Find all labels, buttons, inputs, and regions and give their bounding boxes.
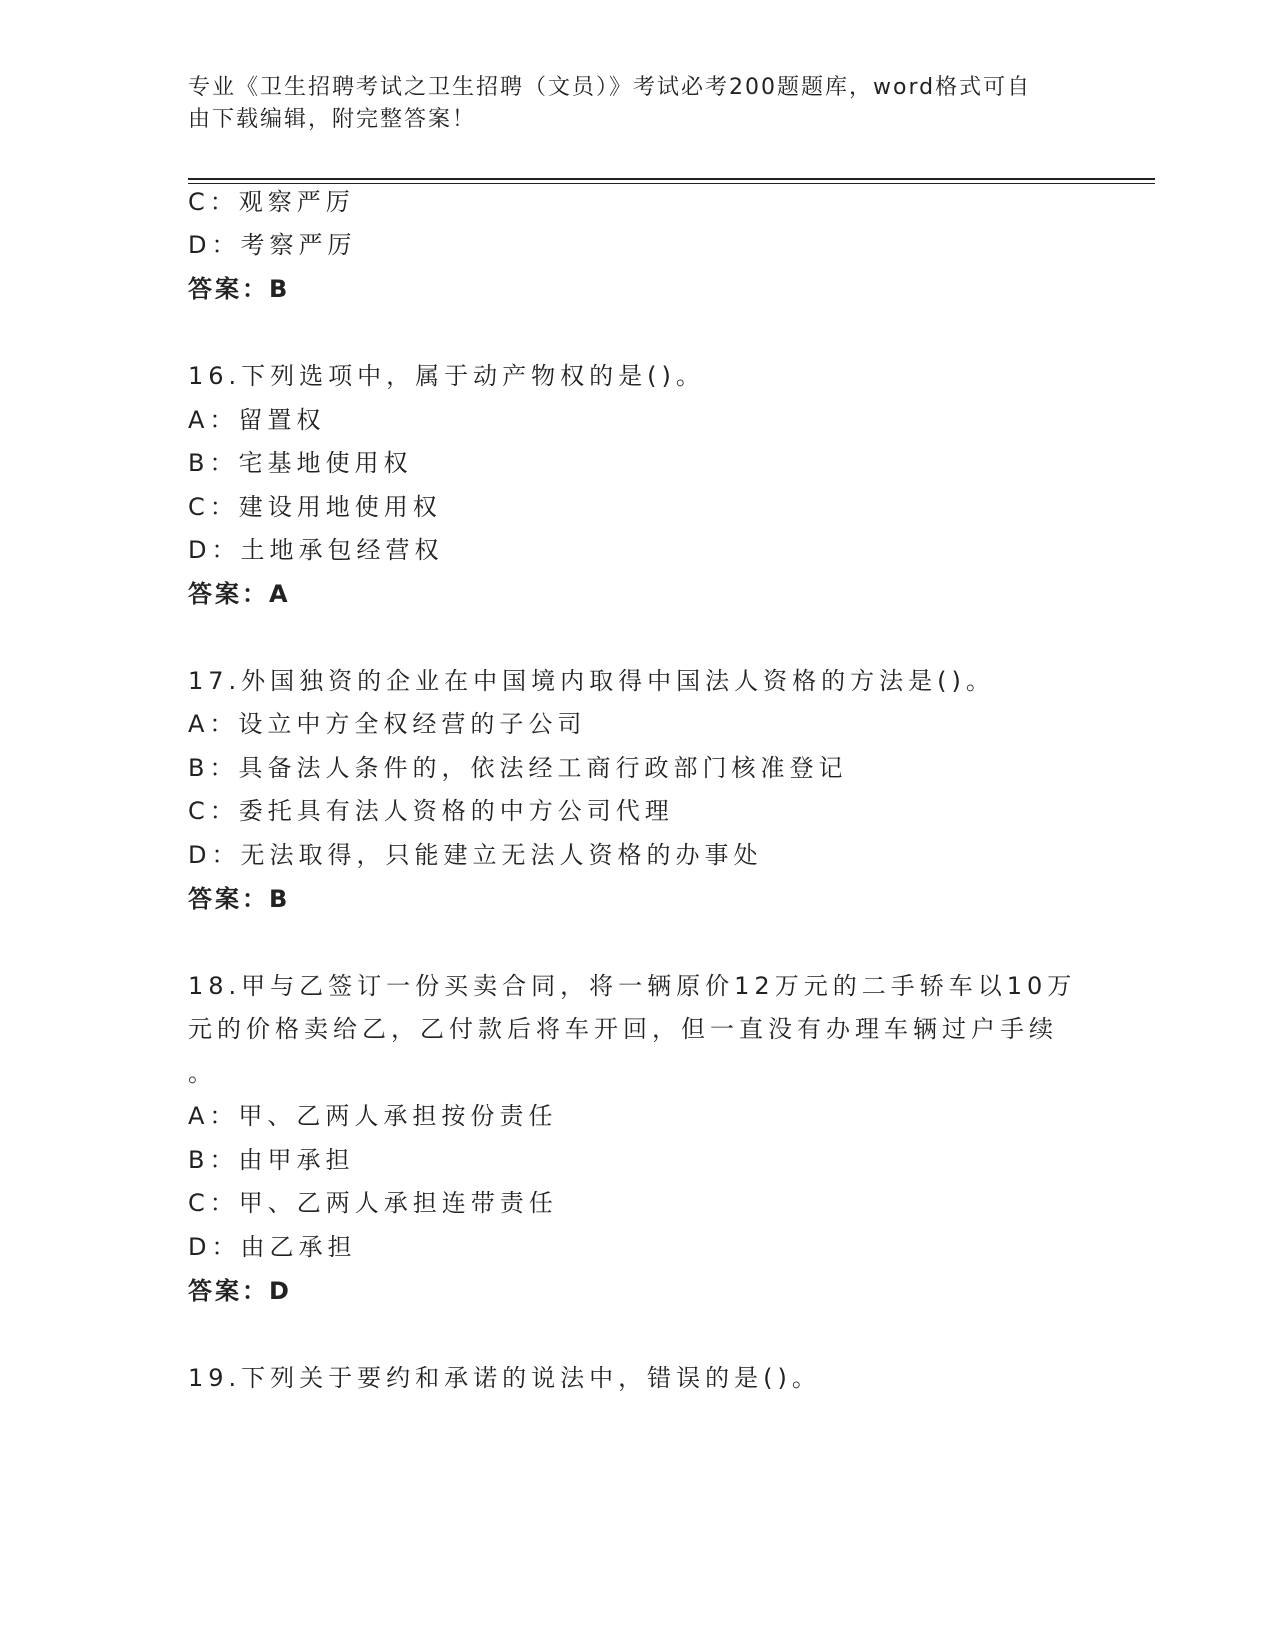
q18-question-line-1: 18.甲与乙签订一份买卖合同，将一辆原价12万元的二手轿车以10万 — [188, 972, 1077, 1000]
q15-option-d: D：考察严厉 — [188, 231, 357, 259]
q16-option-a: A：留置权 — [188, 406, 326, 434]
q16-option-c: C：建设用地使用权 — [188, 493, 442, 521]
q16-answer: 答案：A — [188, 580, 291, 608]
header-line-1: 专业《卫生招聘考试之卫生招聘（文员）》考试必考200题题库，word格式可自 — [188, 75, 1032, 100]
q17-answer: 答案：B — [188, 885, 291, 913]
q18-answer: 答案：D — [188, 1277, 292, 1305]
q17-question: 17.外国独资的企业在中国境内取得中国法人资格的方法是()。 — [188, 667, 995, 695]
q16-question: 16.下列选项中，属于动产物权的是()。 — [188, 362, 705, 390]
document-header — [188, 72, 1088, 136]
q18-option-a: A：甲、乙两人承担按份责任 — [188, 1102, 558, 1130]
q17-option-d: D：无法取得，只能建立无法人资格的办事处 — [188, 841, 763, 869]
q18-option-c: C：甲、乙两人承担连带责任 — [188, 1189, 558, 1217]
q18-option-d: D：由乙承担 — [188, 1233, 357, 1261]
q18-question-line-2: 元的价格卖给乙，乙付款后将车开回，但一直没有办理车辆过户手续 — [188, 1015, 1058, 1043]
q17-option-c: C：委托具有法人资格的中方公司代理 — [188, 797, 674, 825]
q17-option-b: B：具备法人条件的，依法经工商行政部门核准登记 — [188, 754, 848, 782]
header-divider — [188, 178, 1155, 184]
q15-option-c: C：观察严厉 — [188, 188, 355, 216]
q18-option-b: B：由甲承担 — [188, 1146, 355, 1174]
q16-option-d: D：土地承包经营权 — [188, 536, 444, 564]
q17-option-a: A：设立中方全权经营的子公司 — [188, 710, 587, 738]
q15-answer: 答案：B — [188, 275, 291, 303]
q16-option-b: B：宅基地使用权 — [188, 449, 413, 477]
header-line-2: 由下载编辑，附完整答案！ — [188, 107, 477, 132]
q19-question: 19.下列关于要约和承诺的说法中，错误的是()。 — [188, 1364, 821, 1392]
q18-question-line-3: 。 — [188, 1059, 217, 1087]
